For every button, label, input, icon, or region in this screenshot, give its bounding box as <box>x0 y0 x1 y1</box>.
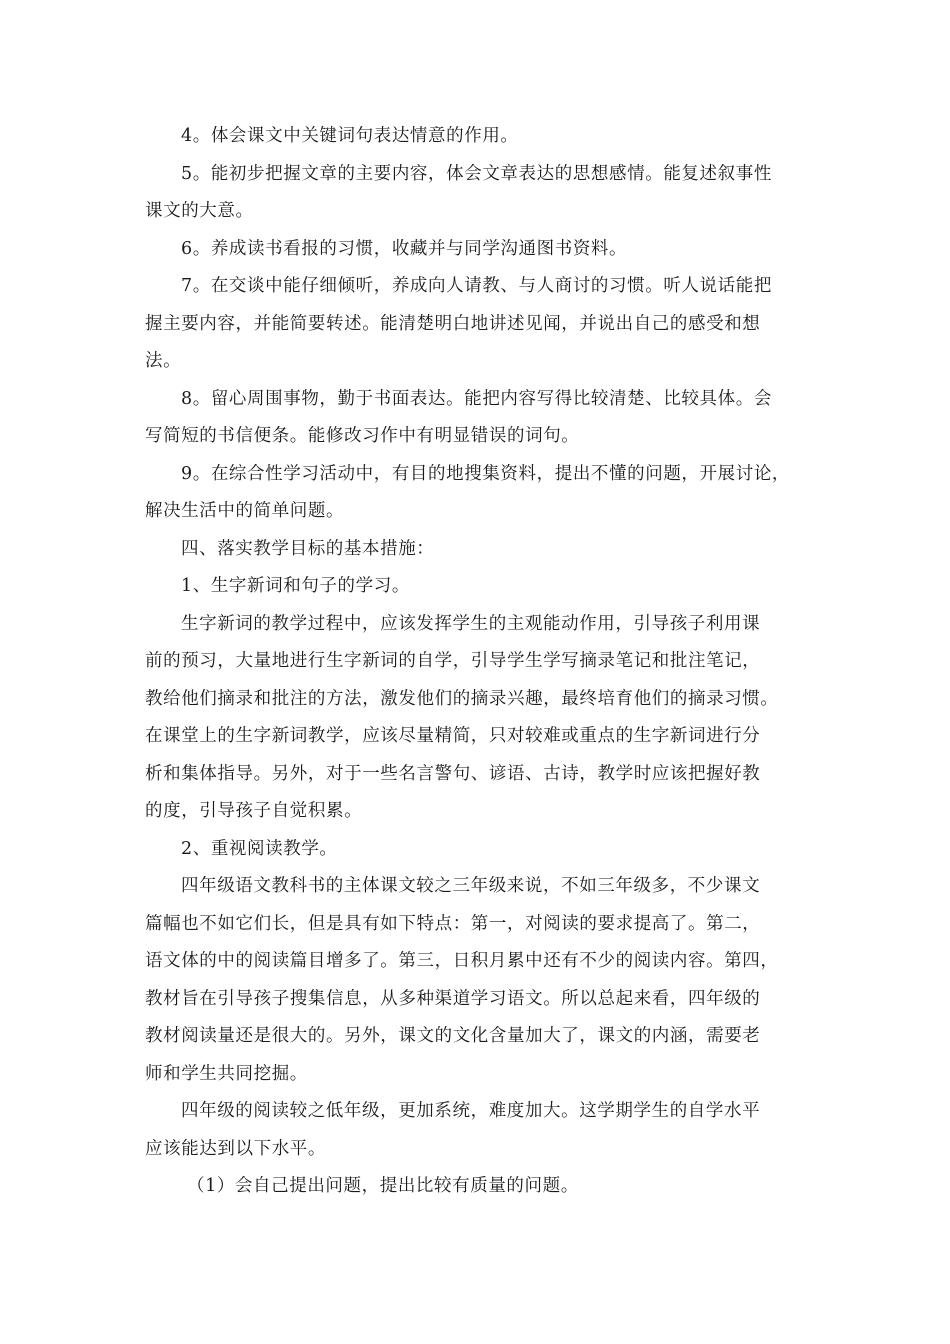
paragraph <box>145 268 825 381</box>
document-page <box>145 118 825 1206</box>
text-line: 析和集体指导。另外，对于一些名言警句、谚语、古诗，教学时应该把握好教 <box>145 763 761 784</box>
text-line: 生字新词的教学过程中，应该发挥学生的主观能动作用，引导孩子利用课 <box>181 613 761 634</box>
text-line: 6。养成读书看报的习惯，收藏并与同学沟通图书资料。 <box>181 238 628 259</box>
text-line: 语文体的中的阅读篇目增多了。第三，日积月累中还有不少的阅读内容。第四， <box>145 951 779 971</box>
text-line: 教给他们摘录和批注的方法，激发他们的摘录兴趣，最终培育他们的摘录习惯。 <box>145 688 779 709</box>
text-line: 解决生活中的简单问题。 <box>145 501 345 521</box>
paragraph <box>145 118 825 156</box>
paragraph <box>145 1093 825 1168</box>
text-line: 8。留心周围事物，勤于书面表达。能把内容写得比较清楚、比较具体。会 <box>181 388 772 409</box>
text-line: 2、重视阅读教学。 <box>181 838 338 859</box>
text-line: 在课堂上的生字新词教学，应该尽量精简，只对较难或重点的生字新词进行分 <box>145 726 761 746</box>
text-line: 7。在交谈中能仔细倾听，养成向人请教、与人商讨的习惯。听人说话能把 <box>181 276 772 296</box>
text-line: 握主要内容，并能简要转述。能清楚明白地讲述见闻，并说出自己的感受和想 <box>145 313 761 334</box>
text-line: 应该能达到以下水平。 <box>145 1138 326 1159</box>
text-line: 法。 <box>145 351 182 371</box>
paragraph <box>145 456 825 531</box>
paragraph <box>145 381 825 456</box>
text-line: （1）会自己提出问题，提出比较有质量的问题。 <box>187 1176 579 1196</box>
text-line: 写简短的书信便条。能修改习作中有明显错误的词句。 <box>145 426 580 446</box>
subsection-heading <box>145 831 825 869</box>
text-line: 9。在综合性学习活动中，有目的地搜集资料，提出不懂的问题，开展讨论， <box>181 463 791 484</box>
paragraph <box>145 868 825 1093</box>
text-line: 前的预习，大量地进行生字新词的自学，引导学生学写摘录笔记和批注笔记， <box>145 651 761 671</box>
paragraph <box>145 156 825 231</box>
paragraph <box>145 231 825 269</box>
text-line: 四、落实教学目标的基本措施： <box>181 538 435 559</box>
text-line: 四年级语文教科书的主体课文较之三年级来说，不如三年级多，不少课文 <box>181 876 761 896</box>
text-line: 的度，引导孩子自觉积累。 <box>145 801 363 821</box>
paragraph <box>145 606 825 831</box>
text-line: 篇幅也不如它们长，但是具有如下特点：第一，对阅读的要求提高了。第二， <box>145 913 761 934</box>
text-line: 教材阅读量还是很大的。另外，课文的文化含量加大了，课文的内涵，需要老 <box>145 1026 761 1046</box>
text-line: 5。能初步把握文章的主要内容，体会文章表达的思想感情。能复述叙事性 <box>181 163 772 184</box>
text-line: 教材旨在引导孩子搜集信息，从多种渠道学习语文。所以总起来看，四年级的 <box>145 988 761 1009</box>
text-line: 课文的大意。 <box>145 201 254 221</box>
subsection-heading <box>145 568 825 606</box>
text-line: 师和学生共同挖掘。 <box>145 1063 308 1084</box>
text-line: 1、生字新词和句子的学习。 <box>181 576 410 596</box>
section-heading <box>145 531 825 569</box>
list-item <box>145 1168 825 1206</box>
text-line: 4。体会课文中关键词句表达情意的作用。 <box>181 126 519 146</box>
text-line: 四年级的阅读较之低年级，更加系统，难度加大。这学期学生的自学水平 <box>181 1101 761 1121</box>
